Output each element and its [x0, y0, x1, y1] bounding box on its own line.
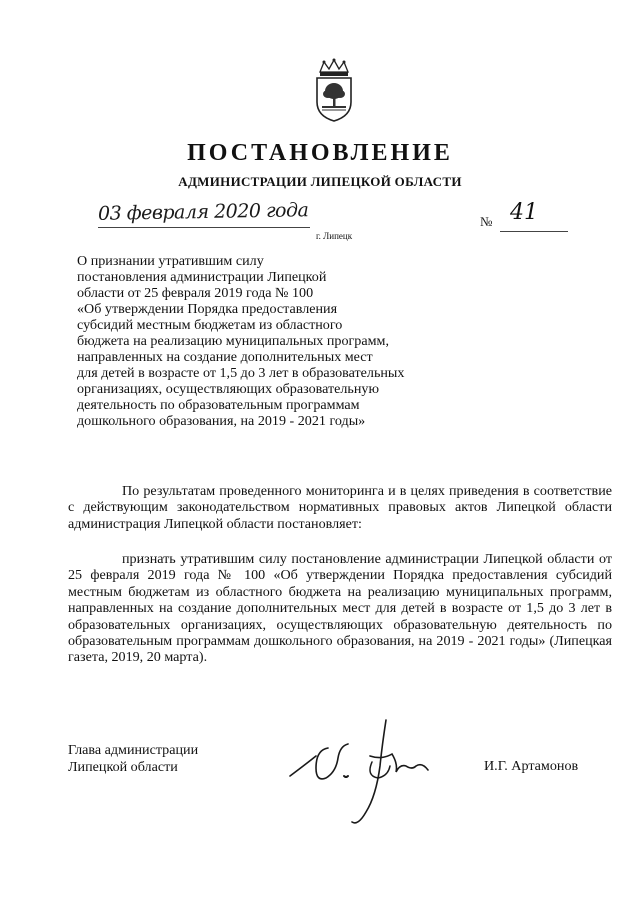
subject-line: области от 25 февраля 2019 года № 100 — [77, 285, 314, 301]
number-underline — [500, 231, 568, 232]
date-underline — [98, 227, 310, 228]
subject-line: «Об утверждении Порядка предоставления — [77, 301, 338, 317]
subject-line: деятельность по образовательным программам — [77, 397, 360, 413]
signer-name: И.Г. Артамонов — [484, 758, 579, 774]
subject-line: О признании утратившим силу — [77, 253, 264, 269]
signer-position-line: Липецкой области — [68, 759, 178, 775]
signer-position-line: Глава администрации — [68, 742, 199, 758]
document-number: 41 — [510, 200, 538, 225]
operative-paragraph: признать утратившим силу постановление администрации Липецкой области от 25 февраля 2019 года № 100 «Об утверждении Порядка предоставления субсидий местным бюджетам из областного бюджета на реализацию муниципальных программ, направленных на создание дополнительных мест для детей в возрасте от 1,5 до 3 лет в образовательных организациях, осуществляющих образовательную деятельность по образовательным программам дошкольного образования, на 2019 - 2021 годы» (Липецкая газета, 2019, 20 марта). — [68, 551, 612, 666]
subject-line: организациях, осуществляющих образовательную — [77, 381, 379, 397]
number-label: № — [480, 214, 493, 229]
subject-heading — [77, 253, 437, 429]
city-label: г. Липецк — [316, 231, 353, 241]
subject-line: бюджета на реализацию муниципальных программ, — [77, 333, 389, 349]
document-subtitle: АДМИНИСТРАЦИИ ЛИПЕЦКОЙ ОБЛАСТИ — [178, 174, 462, 189]
signer-position — [68, 742, 198, 776]
coat-of-arms-icon — [312, 58, 356, 122]
handwritten-date: 03 февраля 2020 года — [97, 199, 309, 225]
subject-line: постановления администрации Липецкой — [77, 269, 327, 285]
subject-line: субсидий местным бюджетам из областного — [77, 317, 343, 333]
document-title: ПОСТАНОВЛЕНИЕ — [187, 140, 453, 166]
subject-line: для детей в возрасте от 1,5 до 3 лет в образовательных — [77, 365, 405, 381]
subject-line: дошкольного образования, на 2019 - 2021 годы» — [77, 413, 366, 429]
subject-line: направленных на создание дополнительных мест — [77, 349, 373, 365]
preamble-paragraph: По результатам проведенного мониторинга и в целях приведения в соответствие с действующим законодательством нормативных правовых актов Липецкой области администрация Липецкой области постановляет: — [68, 483, 612, 532]
handwritten-signature-icon — [286, 716, 446, 828]
